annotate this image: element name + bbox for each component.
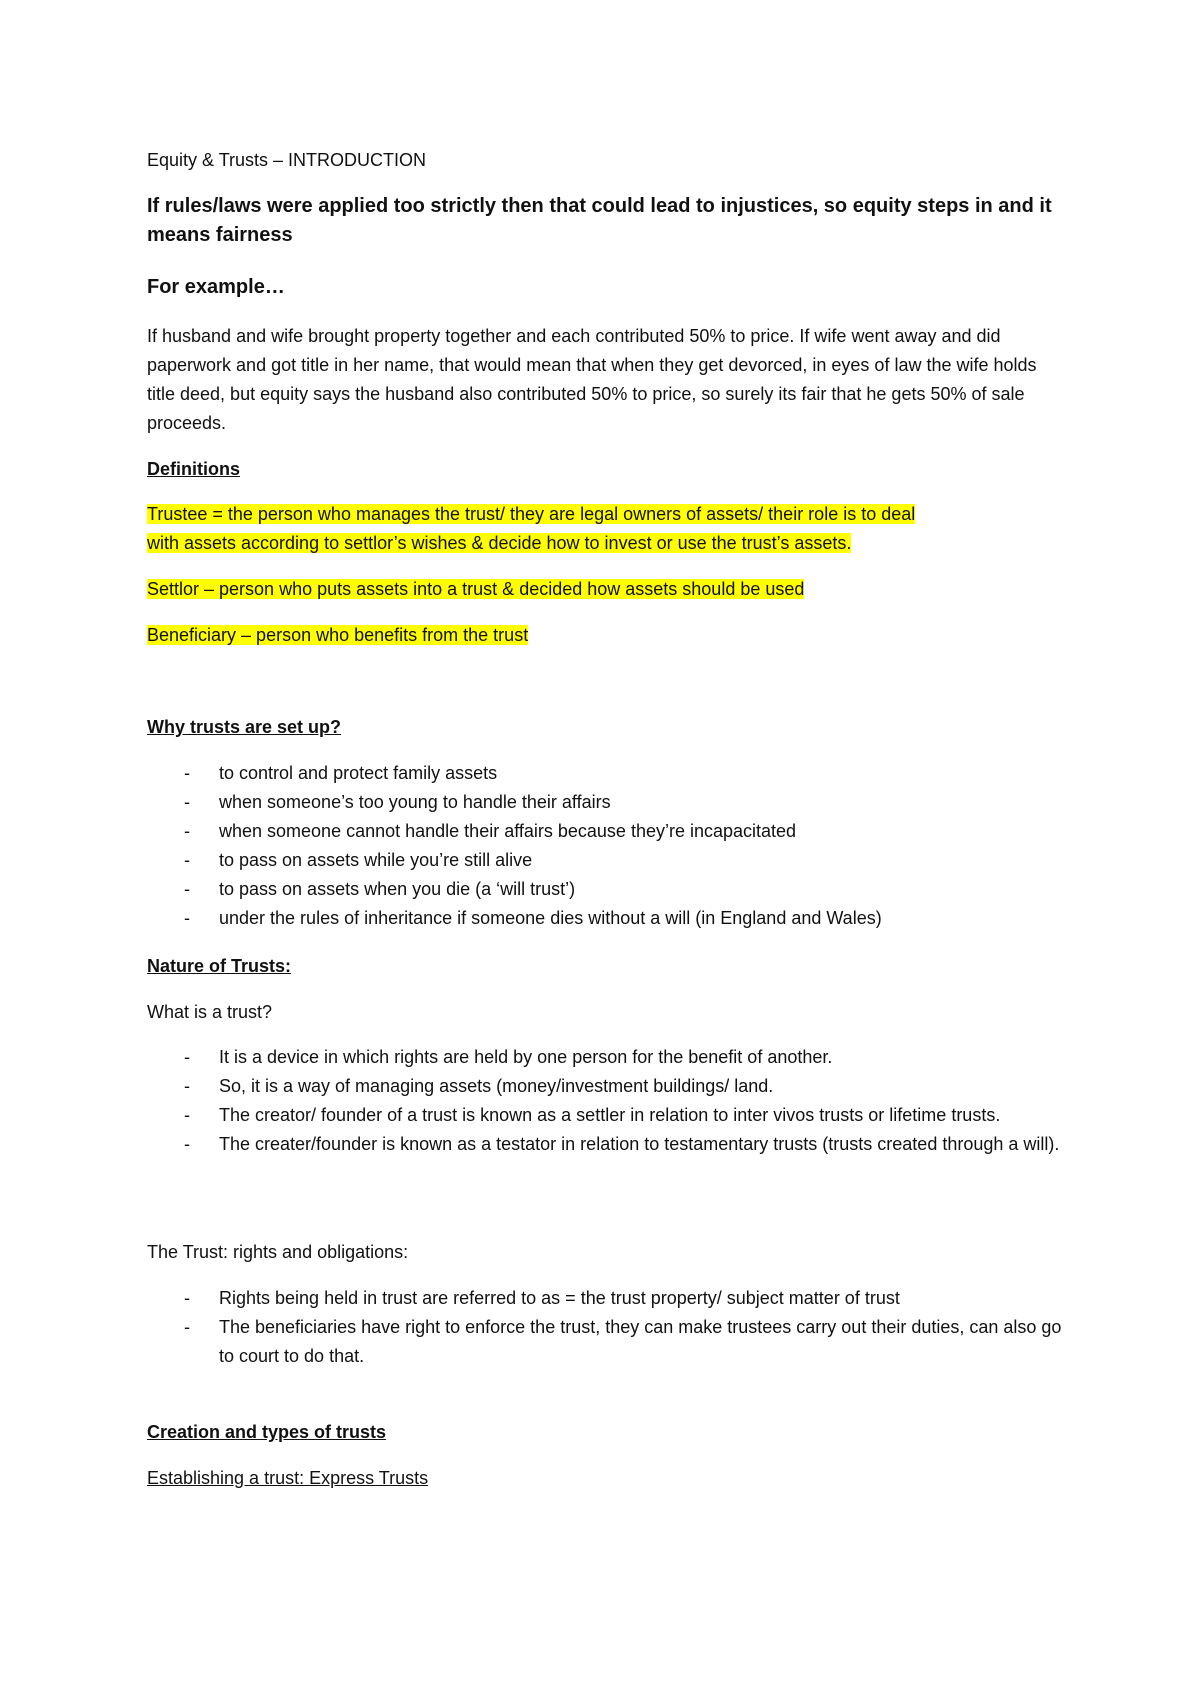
list-item-text: The creator/ founder of a trust is known as a settler in relation to inter vivos trusts or lifetime trusts. bbox=[219, 1105, 1001, 1125]
list-marker: - bbox=[184, 1076, 190, 1096]
why-trusts-heading: Why trusts are set up? bbox=[147, 717, 342, 737]
list-marker: - bbox=[184, 1317, 190, 1337]
rights-heading: The Trust: rights and obligations: bbox=[147, 1242, 409, 1262]
document-title: Equity & Trusts – INTRODUCTION bbox=[147, 150, 427, 170]
list-item bbox=[147, 1043, 1067, 1072]
nature-of-trusts-heading: Nature of Trusts: bbox=[147, 956, 292, 976]
list-item bbox=[147, 1130, 1067, 1159]
list-item-text: when someone’s too young to handle their affairs bbox=[219, 792, 611, 812]
definition-trustee-line-2 bbox=[147, 529, 851, 558]
list-item-text: when someone cannot handle their affairs because they’re incapacitated bbox=[219, 821, 797, 841]
list-marker: - bbox=[184, 1105, 190, 1125]
list-marker: - bbox=[184, 1047, 190, 1067]
list-item-text: Rights being held in trust are referred to as = the trust property/ subject matter of trust bbox=[219, 1288, 900, 1308]
list-item-text: The creater/founder is known as a testator in relation to testamentary trusts (trusts created through a will). bbox=[219, 1134, 1060, 1154]
definition-trustee-highlight-1: Trustee = the person who manages the trust/ they are legal owners of assets/ their role is to deal bbox=[147, 504, 916, 524]
why-trusts-list bbox=[147, 759, 1067, 933]
list-item bbox=[147, 1072, 1067, 1101]
list-item bbox=[147, 875, 1067, 904]
list-item bbox=[147, 1313, 1067, 1371]
list-item-text: So, it is a way of managing assets (money/investment buildings/ land. bbox=[219, 1076, 774, 1096]
example-heading: For example… bbox=[147, 276, 285, 298]
list-marker: - bbox=[184, 763, 190, 783]
definition-beneficiary-highlight: Beneficiary – person who benefits from the trust bbox=[147, 625, 529, 645]
definition-trustee-highlight-2: with assets according to settlor’s wishes & decide how to invest or use the trust’s assets. bbox=[147, 533, 852, 553]
list-item-text: to control and protect family assets bbox=[219, 763, 498, 783]
list-marker: - bbox=[184, 821, 190, 841]
definition-trustee-line-1 bbox=[147, 500, 915, 529]
nature-list bbox=[147, 1043, 1067, 1159]
list-item bbox=[147, 788, 1067, 817]
list-item-text: to pass on assets when you die (a ‘will trust’) bbox=[219, 879, 576, 899]
list-marker: - bbox=[184, 850, 190, 870]
definitions-heading: Definitions bbox=[147, 459, 240, 479]
list-marker: - bbox=[184, 879, 190, 899]
list-marker: - bbox=[184, 1134, 190, 1154]
list-item-text: to pass on assets while you’re still alive bbox=[219, 850, 533, 870]
intro-statement: If rules/laws were applied too strictly then that could lead to injustices, so equity steps in and it means fairness bbox=[147, 195, 1052, 246]
list-marker: - bbox=[184, 908, 190, 928]
list-item-text: It is a device in which rights are held by one person for the benefit of another. bbox=[219, 1047, 833, 1067]
list-item bbox=[147, 817, 1067, 846]
definition-settlor-highlight: Settlor – person who puts assets into a trust & decided how assets should be used bbox=[147, 579, 805, 599]
list-marker: - bbox=[184, 1288, 190, 1308]
creation-heading: Creation and types of trusts bbox=[147, 1422, 387, 1442]
list-item bbox=[147, 904, 1067, 933]
list-item-text: under the rules of inheritance if someone dies without a will (in England and Wales) bbox=[219, 908, 882, 928]
establishing-heading: Establishing a trust: Express Trusts bbox=[147, 1468, 429, 1488]
list-item bbox=[147, 1284, 1067, 1313]
list-item-text: The beneficiaries have right to enforce the trust, they can make trustees carry out their duties, can also go to court to do that. bbox=[219, 1317, 1062, 1366]
example-paragraph: If husband and wife brought property together and each contributed 50% to price. If wife went away and did paperwork and got title in her name, that would mean that when they get devorced, in eyes of law the wife holds title deed, but equity says the husband also contributed 50% to price, so surely its fair that he gets 50% of sale proceeds. bbox=[147, 326, 1037, 433]
definition-beneficiary bbox=[147, 621, 528, 650]
list-marker: - bbox=[184, 792, 190, 812]
definition-settlor bbox=[147, 575, 804, 604]
list-item bbox=[147, 759, 1067, 788]
list-item bbox=[147, 846, 1067, 875]
rights-list bbox=[147, 1284, 1067, 1371]
what-is-a-trust: What is a trust? bbox=[147, 1002, 273, 1022]
list-item bbox=[147, 1101, 1067, 1130]
